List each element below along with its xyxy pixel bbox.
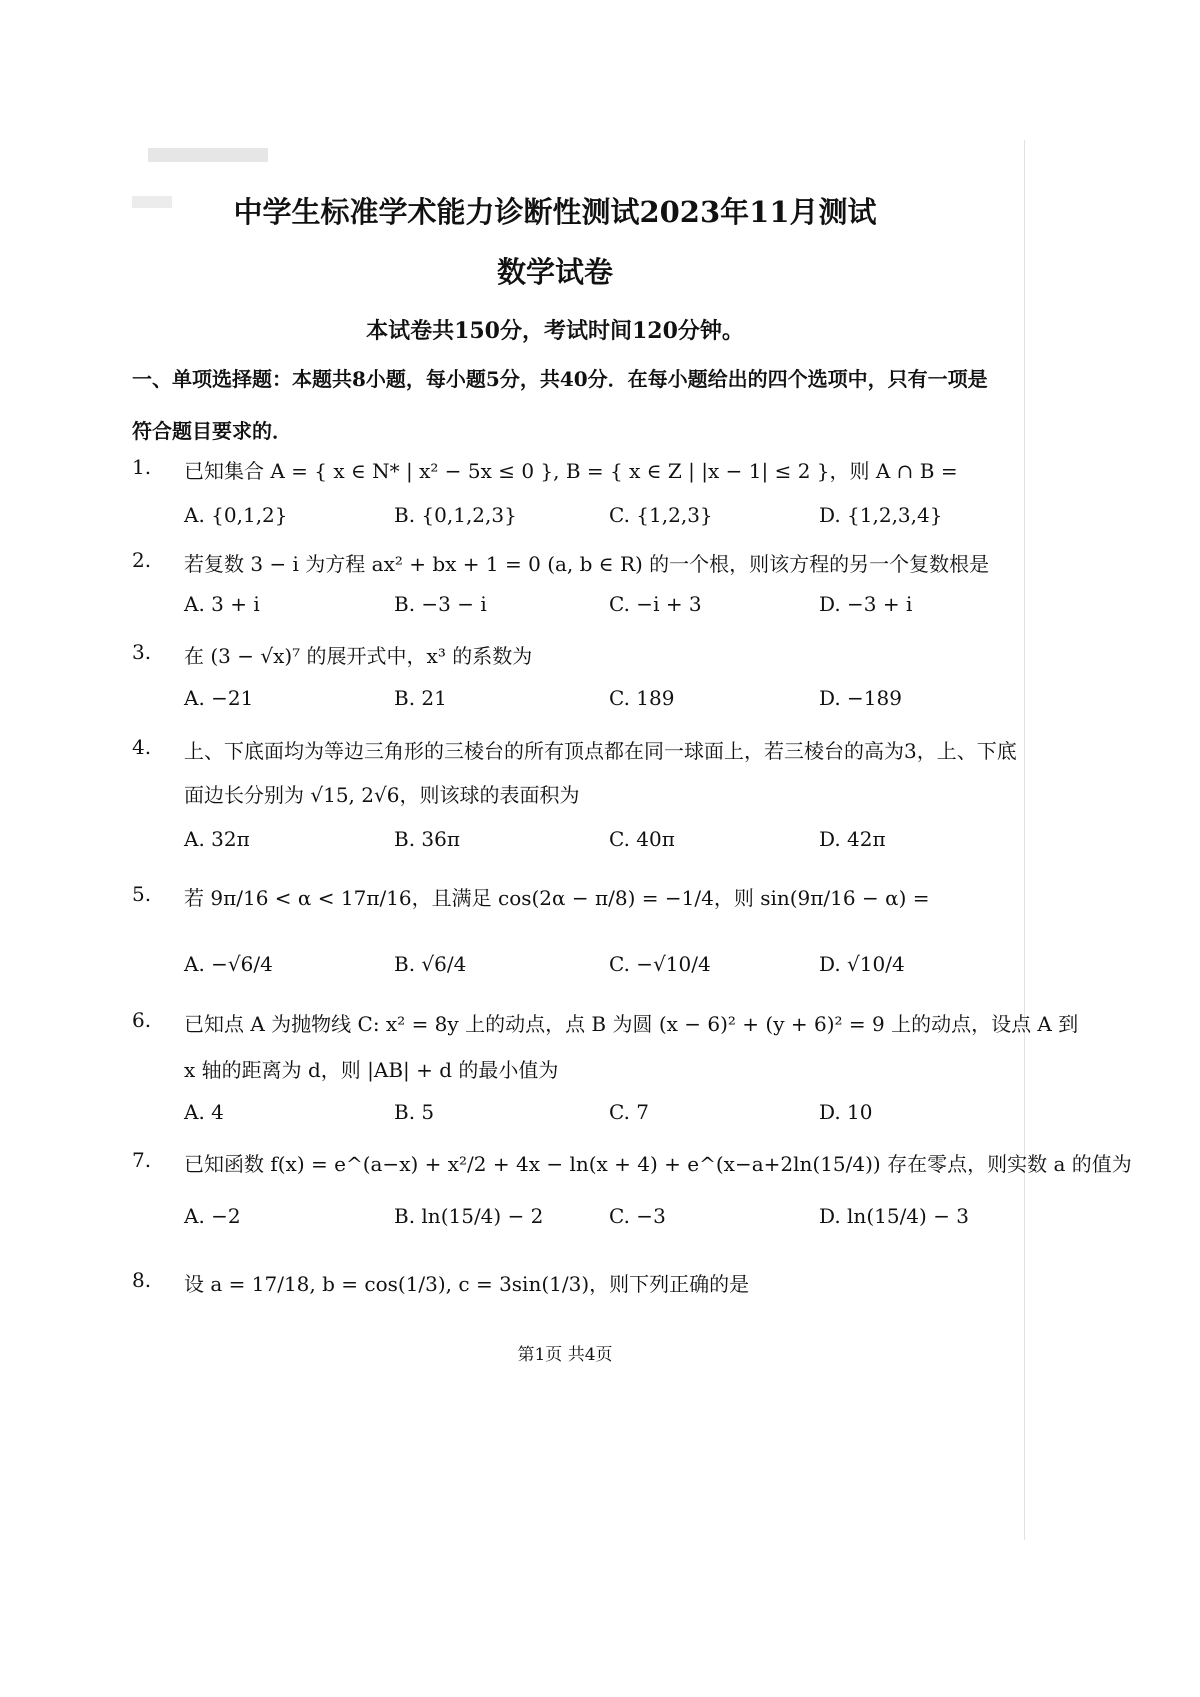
bleed-through-mark	[148, 148, 268, 162]
option-b[interactable]: B. 21	[394, 686, 447, 710]
question-stem: 已知点 A 为抛物线 C: x² = 8y 上的动点，点 B 为圆 (x − 6)² + (y + 6)² = 9 上的动点，设点 A 到	[184, 1012, 1079, 1036]
question-stem-cont: 面边长分别为 √15, 2√6，则该球的表面积为	[184, 783, 580, 807]
question-number: 7.	[132, 1148, 152, 1172]
option-a[interactable]: A. 32π	[184, 827, 250, 851]
question-stem: 已知函数 f(x) = e^(a−x) + x²/2 + 4x − ln(x + 4) + e^(x−a+2ln(15/4)) 存在零点，则实数 a 的值为	[184, 1152, 1132, 1176]
question-number: 6.	[132, 1008, 152, 1032]
option-a[interactable]: A. 4	[184, 1100, 224, 1124]
option-c[interactable]: C. 40π	[609, 827, 675, 851]
exam-subtitle: 数学试卷	[496, 255, 613, 289]
exam-title: 中学生标准学术能力诊断性测试2023年11月测试	[233, 195, 877, 229]
option-d[interactable]: D. −189	[819, 686, 902, 710]
option-b[interactable]: B. 36π	[394, 827, 461, 851]
question-number: 1.	[132, 455, 152, 479]
section-heading-line2: 符合题目要求的．	[132, 419, 292, 443]
option-b[interactable]: B. −3 − i	[394, 592, 487, 616]
scan-edge-line	[1024, 140, 1025, 1540]
question-number: 4.	[132, 735, 152, 759]
option-d[interactable]: D. 42π	[819, 827, 886, 851]
option-d[interactable]: D. {1,2,3,4}	[819, 503, 943, 527]
exam-info: 本试卷共150分，考试时间120分钟。	[366, 318, 744, 344]
option-c[interactable]: C. −√10/4	[609, 952, 711, 976]
question-number: 5.	[132, 882, 152, 906]
option-a[interactable]: A. −2	[184, 1204, 241, 1228]
option-a[interactable]: A. {0,1,2}	[184, 503, 288, 527]
question-stem: 上、下底面均为等边三角形的三棱台的所有顶点都在同一球面上，若三棱台的高为3，上、下底	[184, 739, 1017, 763]
question-number: 8.	[132, 1268, 152, 1292]
option-a[interactable]: A. −21	[184, 686, 254, 710]
option-c[interactable]: C. −3	[609, 1204, 666, 1228]
option-b[interactable]: B. 5	[394, 1100, 435, 1124]
option-b[interactable]: B. ln(15/4) − 2	[394, 1204, 544, 1228]
question-stem: 在 (3 − √x)⁷ 的展开式中，x³ 的系数为	[184, 644, 533, 668]
option-b[interactable]: B. √6/4	[394, 952, 467, 976]
option-a[interactable]: A. 3 + i	[184, 592, 260, 616]
section-heading	[132, 353, 1092, 457]
option-c[interactable]: C. {1,2,3}	[609, 503, 713, 527]
option-c[interactable]: C. 7	[609, 1100, 650, 1124]
option-d[interactable]: D. √10/4	[819, 952, 905, 976]
option-c[interactable]: C. −i + 3	[609, 592, 702, 616]
question-stem: 若 9π/16 < α < 17π/16，且满足 cos(2α − π/8) = −1/4，则 sin(9π/16 − α) =	[184, 886, 930, 910]
option-d[interactable]: D. 10	[819, 1100, 873, 1124]
option-b[interactable]: B. {0,1,2,3}	[394, 503, 517, 527]
option-d[interactable]: D. ln(15/4) − 3	[819, 1204, 970, 1228]
option-c[interactable]: C. 189	[609, 686, 675, 710]
section-heading-line1: 一、单项选择题：本题共8小题，每小题5分，共40分．在每小题给出的四个选项中，只有一项是	[132, 367, 988, 391]
page-footer: 第1页 共4页	[517, 1345, 613, 1365]
question-number: 2.	[132, 548, 152, 572]
question-number: 3.	[132, 640, 152, 664]
option-d[interactable]: D. −3 + i	[819, 592, 913, 616]
question-stem: 已知集合 A = { x ∈ N* | x² − 5x ≤ 0 }, B = { x ∈ Z | |x − 1| ≤ 2 }，则 A ∩ B =	[184, 459, 958, 483]
question-stem: 设 a = 17/18, b = cos(1/3), c = 3sin(1/3)，则下列正确的是	[184, 1272, 750, 1296]
question-stem: 若复数 3 − i 为方程 ax² + bx + 1 = 0 (a, b ∈ R) 的一个根，则该方程的另一个复数根是	[184, 552, 990, 576]
question-stem-cont: x 轴的距离为 d，则 |AB| + d 的最小值为	[184, 1058, 559, 1082]
option-a[interactable]: A. −√6/4	[184, 952, 273, 976]
